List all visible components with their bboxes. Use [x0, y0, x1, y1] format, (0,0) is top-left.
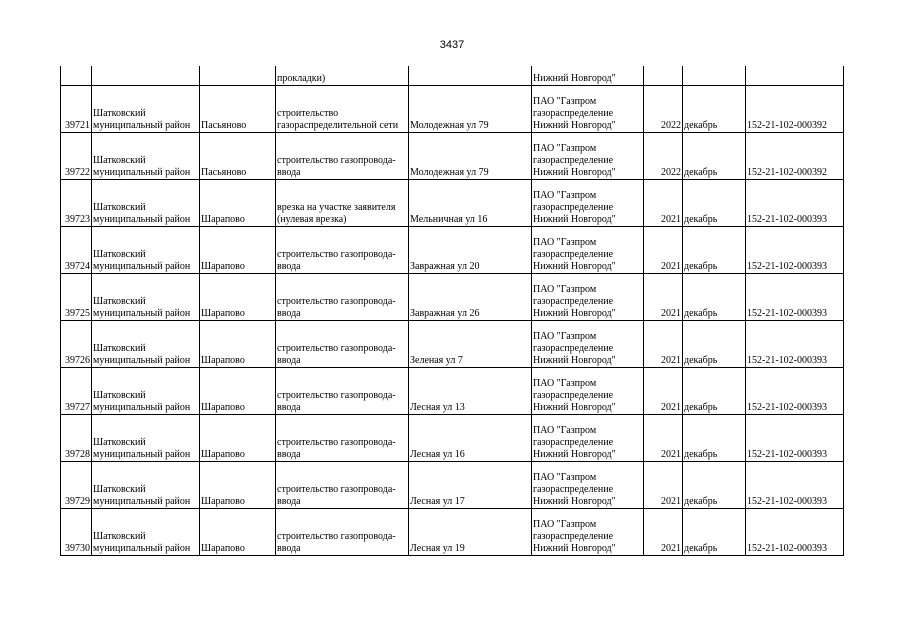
cell-year: 2022 — [644, 86, 683, 133]
cell-org-line: газораспределение — [533, 202, 614, 213]
cell-work — [276, 180, 409, 227]
cell-work-line: ввода — [277, 449, 301, 460]
cell-district-line: Шатковский — [93, 296, 146, 307]
cell-work-line: ввода — [277, 308, 301, 319]
cell-num: 39727 — [61, 368, 92, 415]
cell-num: 39722 — [61, 133, 92, 180]
cell-work — [276, 368, 409, 415]
cell-work-line: строительство газопровода- — [277, 531, 396, 542]
cell-work — [276, 321, 409, 368]
cell-org-line: ПАО "Газпром — [533, 284, 597, 295]
cell-district — [92, 368, 200, 415]
cell-code: 152-21-102-000393 — [746, 180, 844, 227]
cell-month: декабрь — [683, 86, 746, 133]
cell-district-line: муниципальный район — [93, 120, 191, 131]
cell-org-line: ПАО "Газпром — [533, 472, 597, 483]
cell-locality: Шарапово — [200, 462, 276, 509]
cell-code: 152-21-102-000393 — [746, 321, 844, 368]
cell-num: 39723 — [61, 180, 92, 227]
cell-org-line: Нижний Новгород" — [533, 308, 616, 319]
cell-code: 152-21-102-000393 — [746, 415, 844, 462]
cell-num: 39730 — [61, 509, 92, 556]
table-row — [61, 415, 844, 462]
cell-month: декабрь — [683, 227, 746, 274]
cell-district-line: муниципальный район — [93, 355, 191, 366]
cell-work-line: строительство газопровода- — [277, 437, 396, 448]
cell-year: 2021 — [644, 321, 683, 368]
cell-org-line: ПАО "Газпром — [533, 96, 597, 107]
cell-org — [532, 133, 644, 180]
cell-org-line: Нижний Новгород" — [533, 496, 616, 507]
table-row — [61, 509, 844, 556]
cell-org — [532, 509, 644, 556]
cell-org — [532, 368, 644, 415]
cell-month: декабрь — [683, 368, 746, 415]
table-row — [61, 462, 844, 509]
cell-work — [276, 227, 409, 274]
cell-num: 39724 — [61, 227, 92, 274]
cell-district-line: муниципальный район — [93, 402, 191, 413]
cell-org — [532, 321, 644, 368]
cell-district — [92, 86, 200, 133]
cell-district-line: муниципальный район — [93, 214, 191, 225]
cell-org-line: газораспределение — [533, 343, 614, 354]
cell-district-line: муниципальный район — [93, 261, 191, 272]
cell-code: 152-21-102-000392 — [746, 133, 844, 180]
cell-locality: Пасьяново — [200, 86, 276, 133]
cell-work-line: строительство газопровода- — [277, 296, 396, 307]
cell-district-line: Шатковский — [93, 531, 146, 542]
table-row — [61, 227, 844, 274]
table-row — [61, 86, 844, 133]
cell-org — [532, 462, 644, 509]
cell-org-line: Нижний Новгород" — [533, 214, 616, 225]
cell-district-line: Шатковский — [93, 249, 146, 260]
cell-num: 39728 — [61, 415, 92, 462]
cell-code: 152-21-102-000393 — [746, 462, 844, 509]
cell-org-line: ПАО "Газпром — [533, 237, 597, 248]
table-row-continued — [61, 66, 844, 86]
cell-address: Завражная ул 26 — [409, 274, 532, 321]
cell-code: 152-21-102-000392 — [746, 86, 844, 133]
cell-org — [532, 415, 644, 462]
cell-org-line: газораспределение — [533, 531, 614, 542]
cell-org-line: ПАО "Газпром — [533, 425, 597, 436]
table-row — [61, 368, 844, 415]
cell-district-line: муниципальный район — [93, 449, 191, 460]
cell-org-line: газораспределение — [533, 484, 614, 495]
cell-org — [532, 274, 644, 321]
cell-district-line: Шатковский — [93, 343, 146, 354]
cell-district-line: муниципальный район — [93, 308, 191, 319]
cell-org-line: Нижний Новгород" — [533, 167, 616, 178]
cell-district-line: Шатковский — [93, 155, 146, 166]
cell-work-line: ввода — [277, 496, 301, 507]
table-row — [61, 180, 844, 227]
cell-work-line: ввода — [277, 167, 301, 178]
cell-district-line: Шатковский — [93, 202, 146, 213]
cell-org-line: газораспределение — [533, 437, 614, 448]
cell-org-line: газораспределение — [533, 108, 614, 119]
cell-district — [92, 227, 200, 274]
cell-code: 152-21-102-000393 — [746, 509, 844, 556]
cell-district — [92, 66, 200, 86]
cell-org: Нижний Новгород" — [532, 66, 644, 86]
cell-org-line: газораспределение — [533, 296, 614, 307]
cell-code: 152-21-102-000393 — [746, 274, 844, 321]
cell-num: 39726 — [61, 321, 92, 368]
cell-district-line: муниципальный район — [93, 496, 191, 507]
cell-work — [276, 274, 409, 321]
table-row — [61, 133, 844, 180]
cell-address — [409, 66, 532, 86]
cell-locality: Шарапово — [200, 321, 276, 368]
cell-work — [276, 462, 409, 509]
cell-work-line: ввода — [277, 402, 301, 413]
registry-table — [60, 66, 844, 556]
cell-work: прокладки) — [276, 66, 409, 86]
cell-district-line: муниципальный район — [93, 167, 191, 178]
table-row — [61, 274, 844, 321]
cell-work-line: ввода — [277, 355, 301, 366]
cell-district — [92, 180, 200, 227]
cell-month: декабрь — [683, 415, 746, 462]
cell-month: декабрь — [683, 274, 746, 321]
cell-district — [92, 321, 200, 368]
cell-year: 2021 — [644, 509, 683, 556]
cell-year: 2021 — [644, 227, 683, 274]
cell-month: декабрь — [683, 321, 746, 368]
cell-work-line: строительство газопровода- — [277, 249, 396, 260]
cell-month: декабрь — [683, 133, 746, 180]
cell-work — [276, 509, 409, 556]
cell-year: 2021 — [644, 462, 683, 509]
cell-work-line: газораспределительной сети — [277, 120, 399, 131]
cell-locality: Шарапово — [200, 368, 276, 415]
cell-work — [276, 415, 409, 462]
cell-work-line: (нулевая врезка) — [277, 214, 347, 225]
cell-work — [276, 86, 409, 133]
cell-address: Мельничная ул 16 — [409, 180, 532, 227]
cell-num: 39721 — [61, 86, 92, 133]
cell-work-line: строительство газопровода- — [277, 390, 396, 401]
cell-locality: Шарапово — [200, 180, 276, 227]
cell-month — [683, 66, 746, 86]
cell-year: 2021 — [644, 274, 683, 321]
cell-num — [61, 66, 92, 86]
cell-address: Лесная ул 17 — [409, 462, 532, 509]
cell-org — [532, 180, 644, 227]
cell-work-line: строительство газопровода- — [277, 484, 396, 495]
table-row — [61, 321, 844, 368]
cell-district — [92, 274, 200, 321]
cell-address: Молодежная ул 79 — [409, 133, 532, 180]
cell-district — [92, 509, 200, 556]
cell-year: 2022 — [644, 133, 683, 180]
cell-work — [276, 133, 409, 180]
cell-district — [92, 133, 200, 180]
cell-org-line: газораспределение — [533, 249, 614, 260]
cell-month: декабрь — [683, 180, 746, 227]
cell-org-line: газораспределение — [533, 155, 614, 166]
cell-work-line: врезка на участке заявителя — [277, 202, 396, 213]
cell-locality — [200, 66, 276, 86]
cell-work-line: строительство газопровода- — [277, 155, 396, 166]
cell-org-line: ПАО "Газпром — [533, 143, 597, 154]
cell-district-line: Шатковский — [93, 108, 146, 119]
cell-month: декабрь — [683, 509, 746, 556]
cell-locality: Пасьяново — [200, 133, 276, 180]
cell-org-line: ПАО "Газпром — [533, 190, 597, 201]
cell-org-line: ПАО "Газпром — [533, 331, 597, 342]
cell-address: Зеленая ул 7 — [409, 321, 532, 368]
cell-org-line: Нижний Новгород" — [533, 402, 616, 413]
cell-code: 152-21-102-000393 — [746, 227, 844, 274]
cell-org-line: ПАО "Газпром — [533, 378, 597, 389]
cell-year: 2021 — [644, 368, 683, 415]
cell-org-line: Нижний Новгород" — [533, 120, 616, 131]
cell-district-line: Шатковский — [93, 484, 146, 495]
cell-district — [92, 415, 200, 462]
page-number: 3437 — [439, 39, 465, 51]
cell-locality: Шарапово — [200, 509, 276, 556]
cell-locality: Шарапово — [200, 415, 276, 462]
cell-org — [532, 86, 644, 133]
cell-address: Завражная ул 20 — [409, 227, 532, 274]
cell-num: 39725 — [61, 274, 92, 321]
registry-body — [61, 66, 844, 556]
cell-work-line: строительство — [277, 108, 339, 119]
cell-code: 152-21-102-000393 — [746, 368, 844, 415]
cell-code — [746, 66, 844, 86]
cell-locality: Шарапово — [200, 227, 276, 274]
cell-address: Молодежная ул 79 — [409, 86, 532, 133]
cell-address: Лесная ул 13 — [409, 368, 532, 415]
cell-district — [92, 462, 200, 509]
cell-district-line: Шатковский — [93, 390, 146, 401]
cell-locality: Шарапово — [200, 274, 276, 321]
cell-org — [532, 227, 644, 274]
cell-year — [644, 66, 683, 86]
cell-org-line: Нижний Новгород" — [533, 261, 616, 272]
cell-org-line: ПАО "Газпром — [533, 519, 597, 530]
cell-num: 39729 — [61, 462, 92, 509]
cell-org-line: Нижний Новгород" — [533, 449, 616, 460]
cell-address: Лесная ул 16 — [409, 415, 532, 462]
cell-org-line: Нижний Новгород" — [533, 543, 616, 554]
cell-work-line: ввода — [277, 543, 301, 554]
cell-address: Лесная ул 19 — [409, 509, 532, 556]
cell-year: 2021 — [644, 415, 683, 462]
cell-work-line: ввода — [277, 261, 301, 272]
cell-district-line: муниципальный район — [93, 543, 191, 554]
cell-year: 2021 — [644, 180, 683, 227]
cell-month: декабрь — [683, 462, 746, 509]
cell-district-line: Шатковский — [93, 437, 146, 448]
cell-org-line: газораспределение — [533, 390, 614, 401]
cell-org-line: Нижний Новгород" — [533, 355, 616, 366]
cell-work-line: строительство газопровода- — [277, 343, 396, 354]
